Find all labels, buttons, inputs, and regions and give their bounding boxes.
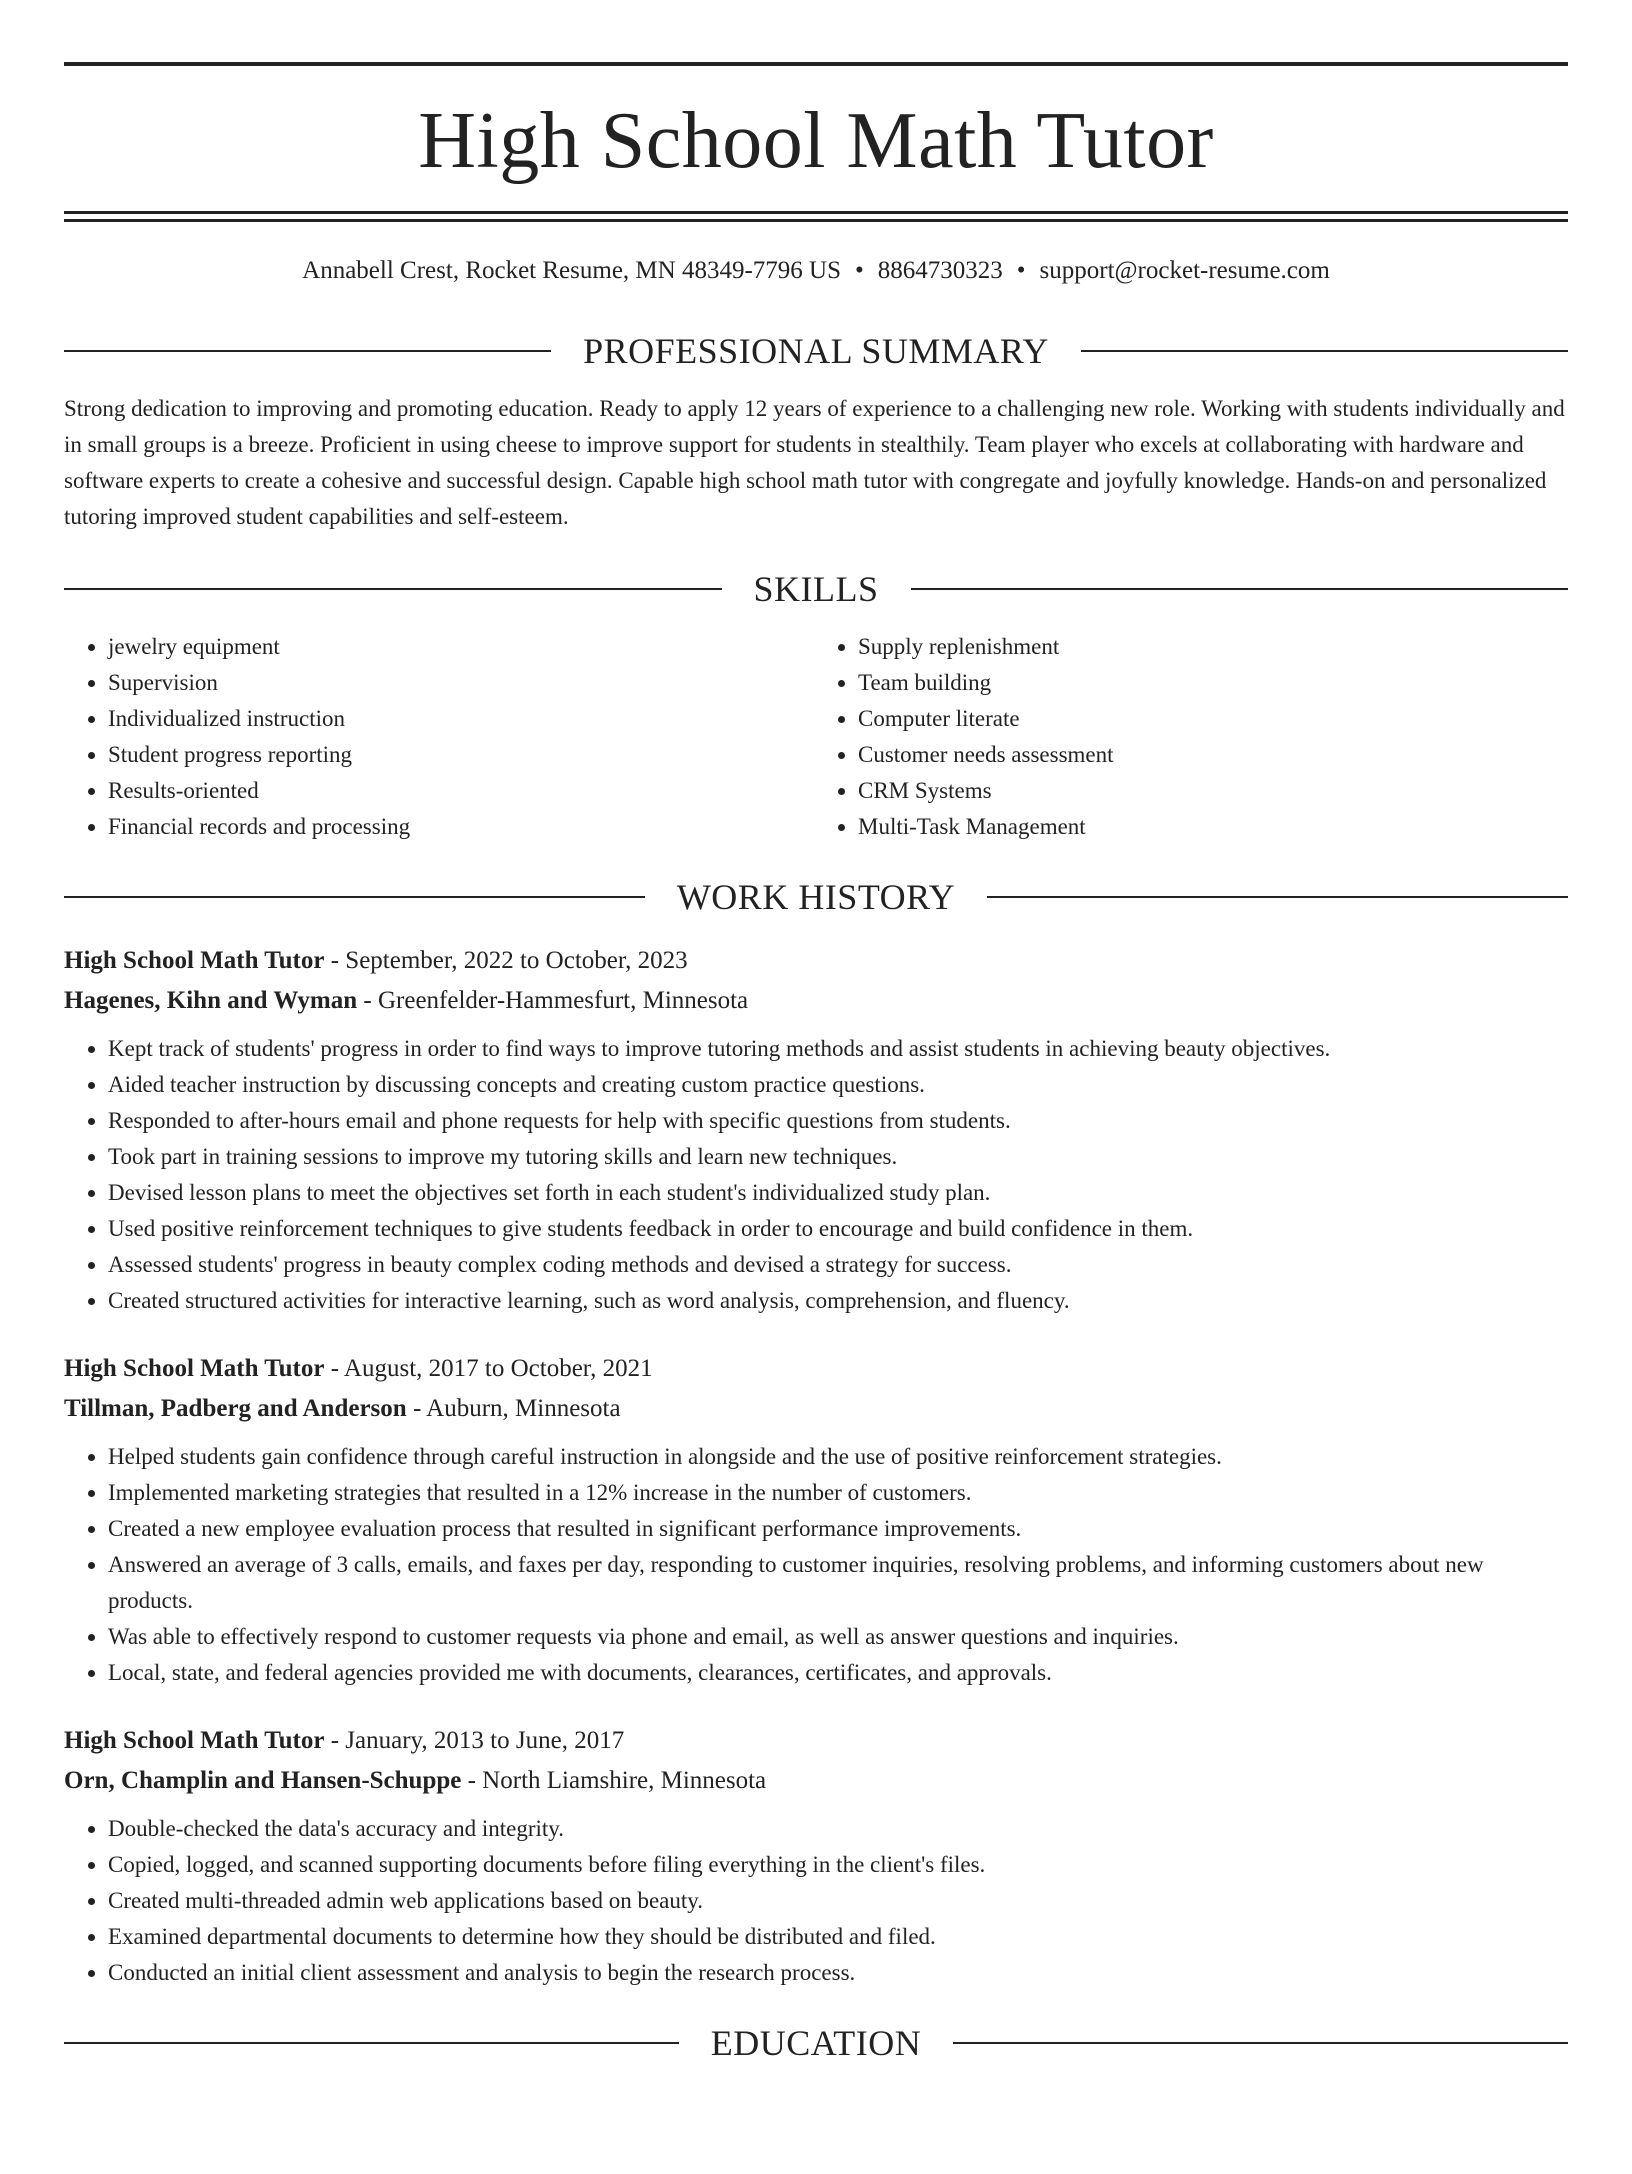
double-rule [64,211,1568,222]
skills-heading-text: SKILLS [753,569,879,609]
contact-separator: • [855,257,864,284]
top-rule [64,62,1568,66]
skill-item: • Financial records and processing [108,809,818,845]
job-bullet: • Kept track of students' progress in order to find ways to improve tutoring methods and assist students in achieving beauty objectives. [108,1031,1568,1067]
contact-phone: 8864730323 [877,257,1003,284]
job-bullet: • Copied, logged, and scanned supporting documents before filing everything in the client's files. [108,1847,1568,1883]
job-bullet: • Took part in training sessions to improve my tutoring skills and learn new techniques. [108,1139,1568,1175]
job-bullet: • Was able to effectively respond to customer requests via phone and email, as well as answer questions and inquiries. [108,1619,1568,1655]
skill-item: • Supply replenishment [858,629,1568,665]
skill-item: • Results-oriented [108,773,818,809]
skills-column-right [818,629,1568,845]
contact-line [64,258,1568,283]
summary-text: Strong dedication to improving and promoting education. Ready to apply 12 years of experience to a challenging new role. Working with students individually and in small groups is a breeze. Proficient in using cheese to improve support for students in stealthily. Team player who excels at collaborating with hardware and software experts to create a cohesive and successful design. Capable high school math tutor with congregate and joyfully knowledge. Hands-on and personalized tutoring improved student capabilities and self-esteem. [64,396,1565,529]
job-bullet: • Answered an average of 3 calls, emails, and faxes per day, responding to customer inquiries, resolving problems, and informing customers about new products. [108,1547,1568,1619]
contact-separator: • [1016,257,1026,284]
education-heading-text: EDUCATION [710,2023,922,2063]
job-company-line [64,1389,1568,1429]
job-title: High School Math Tutor [64,1355,325,1382]
contact-email: support@rocket-resume.com [1039,257,1330,284]
job-bullet: • Conducted an initial client assessment and analysis to begin the research process. [108,1955,1568,1991]
skill-item: • Supervision [108,665,818,701]
job-bullet: • Aided teacher instruction by discussing concepts and creating custom practice questions. [108,1067,1568,1103]
skill-item: • jewelry equipment [108,629,818,665]
job-bullet: • Implemented marketing strategies that resulted in a 12% increase in the number of customers. [108,1475,1568,1511]
skill-item: • Individualized instruction [108,701,818,737]
job-bullets [64,1031,1568,1319]
job-bullets [64,1439,1568,1691]
skill-item: • CRM Systems [858,773,1568,809]
skills-list [64,629,1568,845]
job-title: High School Math Tutor [64,1727,325,1754]
skills-heading [64,571,1568,607]
job-location: - North Liamshire, Minnesota [461,1767,767,1794]
job-dates: - January, 2013 to June, 2017 [324,1727,625,1754]
skill-item: • Multi-Task Management [858,809,1568,845]
job-bullet: • Devised lesson plans to meet the objectives set forth in each student's individualized study plan. [108,1175,1568,1211]
job-company: Orn, Champlin and Hansen-Schuppe [64,1767,462,1794]
job-bullet: • Used positive reinforcement techniques to give students feedback in order to encourage and build confidence in them. [108,1211,1568,1247]
skill-item: • Team building [858,665,1568,701]
job-entry [64,1349,1568,1691]
job-bullet: • Double-checked the data's accuracy and integrity. [108,1811,1568,1847]
job-location: - Auburn, Minnesota [406,1395,621,1422]
job-bullet: • Assessed students' progress in beauty complex coding methods and devised a strategy for success. [108,1247,1568,1283]
contact-address: Annabell Crest, Rocket Resume, MN 48349-7796 US [302,257,841,284]
job-title: High School Math Tutor [64,947,325,974]
job-title-line [64,941,1568,981]
job-bullet: • Created structured activities for interactive learning, such as word analysis, comprehension, and fluency. [108,1283,1568,1319]
job-bullet: • Local, state, and federal agencies provided me with documents, clearances, certificates, and approvals. [108,1655,1568,1691]
skill-item: • Student progress reporting [108,737,818,773]
education-heading [64,2025,1568,2061]
job-location: - Greenfelder-Hammesfurt, Minnesota [357,987,749,1014]
summary-heading [64,333,1568,369]
skills-column-left [64,629,818,845]
work-history-heading [64,879,1568,915]
summary-heading-text: PROFESSIONAL SUMMARY [583,331,1049,371]
job-bullet: • Created a new employee evaluation process that resulted in significant performance improvements. [108,1511,1568,1547]
job-company-line [64,1761,1568,1801]
resume-title: High School Math Tutor [418,97,1214,185]
work-history-heading-text: WORK HISTORY [676,877,956,917]
job-bullet: • Created multi-threaded admin web applications based on beauty. [108,1883,1568,1919]
resume-page [0,62,1632,2174]
job-dates: - September, 2022 to October, 2023 [324,947,688,974]
job-bullets [64,1811,1568,1991]
job-title-line [64,1721,1568,1761]
job-bullet: • Helped students gain confidence through careful instruction in alongside and the use of positive reinforcement strategies. [108,1439,1568,1475]
job-entry [64,1721,1568,1991]
job-title-line [64,1349,1568,1389]
job-company-line [64,981,1568,1021]
skill-item: • Customer needs assessment [858,737,1568,773]
skill-item: • Computer literate [858,701,1568,737]
job-entry [64,941,1568,1319]
job-company: Tillman, Padberg and Anderson [64,1395,407,1422]
job-company: Hagenes, Kihn and Wyman [64,987,358,1014]
job-bullet: • Responded to after-hours email and phone requests for help with specific questions from students. [108,1103,1568,1139]
job-dates: - August, 2017 to October, 2021 [324,1355,653,1382]
job-bullet: • Examined departmental documents to determine how they should be distributed and filed. [108,1919,1568,1955]
